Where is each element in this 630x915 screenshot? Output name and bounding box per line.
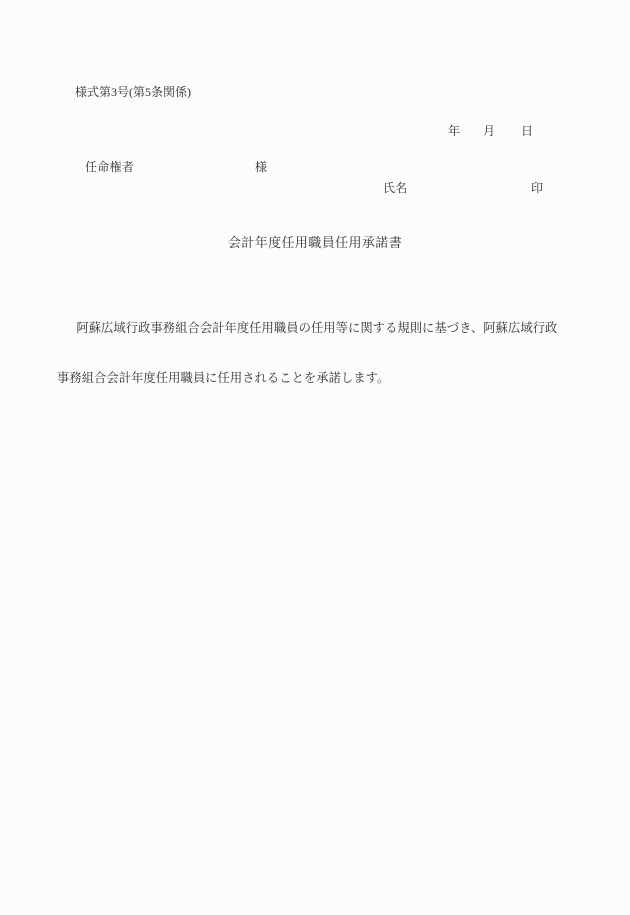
signature-seal-label: 印: [531, 181, 544, 195]
date-day-label: 日: [521, 124, 534, 138]
date-year-label: 年: [448, 124, 461, 138]
body-line: 事務組合会計年度任用職員に任用されることを承諾します。: [57, 371, 390, 385]
signature-name-label: 氏名: [383, 181, 408, 195]
document-title: 会計年度任用職員任用承諾書: [227, 235, 403, 250]
date-month-label: 月: [483, 124, 496, 138]
appointer-label: 任命権者: [85, 160, 135, 174]
body-paragraph: [57, 288, 567, 418]
body-line: 阿蘇広域行政事務組合会計年度任用職員の任用等に関する規則に基づき、阿蘇広域行政: [64, 321, 558, 335]
form-number: 様式第3号(第5条関係): [75, 85, 191, 99]
appointer-honorific: 様: [255, 160, 268, 174]
